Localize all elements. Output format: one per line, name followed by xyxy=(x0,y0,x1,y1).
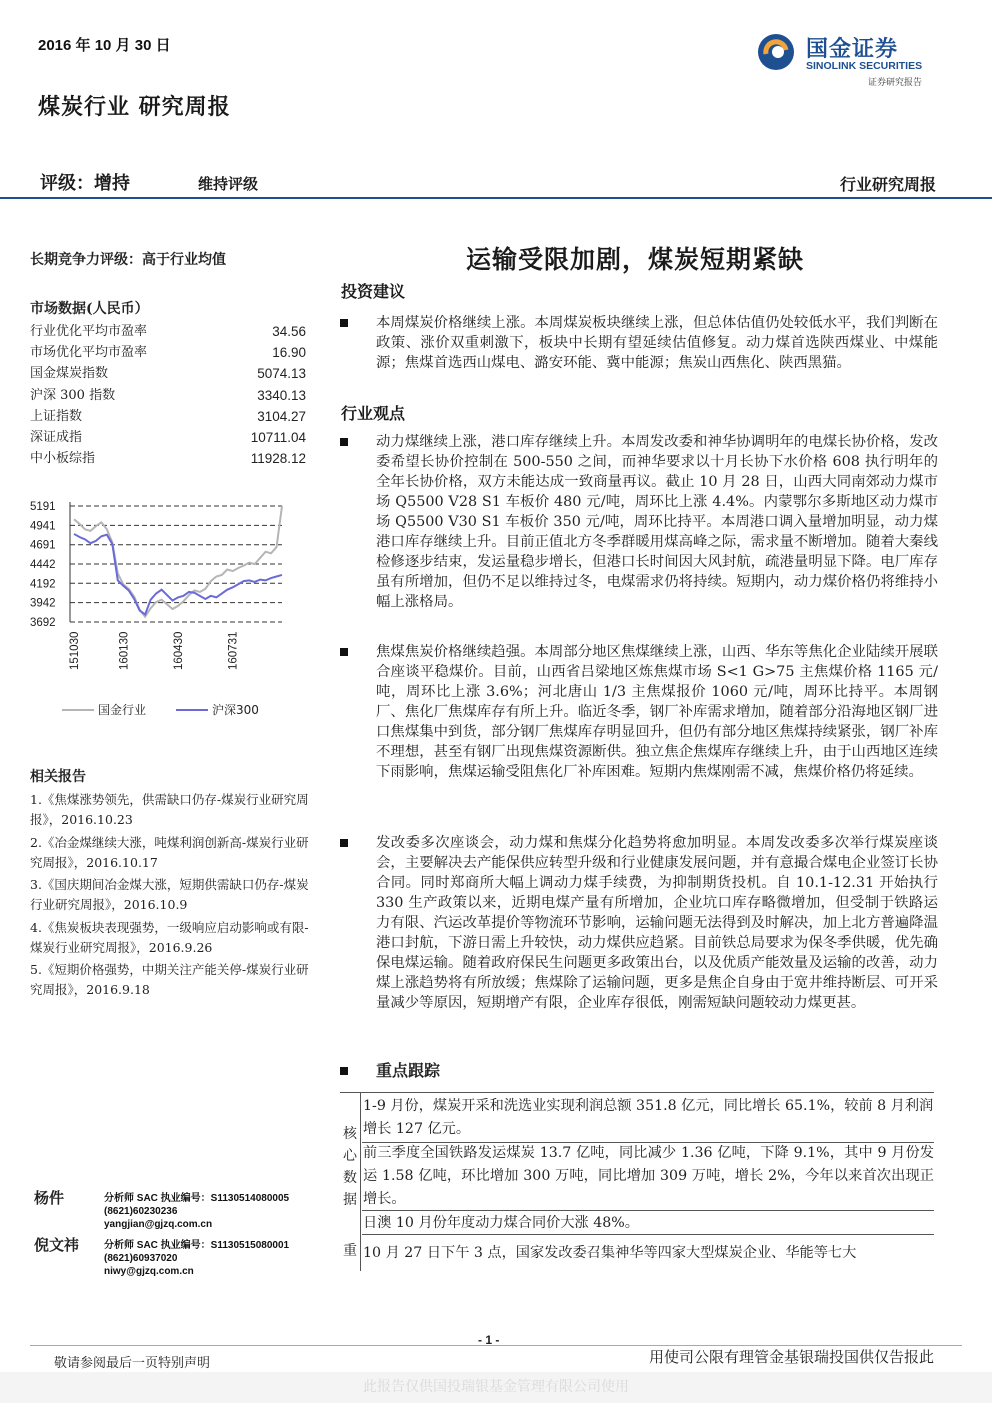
header-divider xyxy=(0,197,992,199)
market-data-row xyxy=(30,363,306,384)
competitiveness-rating: 长期竞争力评级：高于行业均值 xyxy=(30,252,226,268)
market-data-row xyxy=(30,342,306,363)
paragraph-text: 焦煤焦炭价格继续趋强。本周部分地区焦煤继续上涨，山西、华东等焦化企业陆续开展联合座谈平稳煤价。目前，山西省吕梁地区炼焦煤市场 S<1 G>75 主焦煤价格 1165 元/吨，周环比上涨 3.6%；河北唐山 1/3 主焦煤报价 1060 元/吨，周环比持平。本周钢厂、焦化厂焦煤库存有所上升。临近冬季，钢厂补库需求增加，随着部分沿海地区钢厂进口焦煤集中到货，部分钢厂焦煤库存明显回升，但仍有部分地区焦煤持续紧张，钢厂补库不理想，甚至有钢厂出现焦煤资源断供。独立焦企焦煤库存继续上升，由于山西地区连续下雨影响，焦煤运输受阻焦化厂补库困难。短期内焦煤刚需不减，焦煤价格仍将延续。 xyxy=(376,644,938,781)
related-report-item[interactable]: 5.《短期价格强势，中期关注产能关停-煤炭行业研究周报》，2016.9.18 xyxy=(30,962,309,997)
analyst-email[interactable]: niwy@gjzq.com.cn xyxy=(104,1266,194,1277)
x-tick-label: 151030 xyxy=(69,631,81,670)
y-tick-label: 4442 xyxy=(30,558,56,571)
index-chart xyxy=(26,492,326,732)
section-title-industry-view: 行业观点 xyxy=(341,404,406,423)
related-report-item[interactable]: 1.《焦煤涨势领先，供需缺口仍存-煤炭行业研究周报》，2016.10.23 xyxy=(30,792,309,827)
investment-paragraph xyxy=(340,313,938,373)
legend-label: 沪深300 xyxy=(212,703,259,717)
analyst-name: 杨件 xyxy=(34,1189,65,1207)
related-report-item[interactable]: 4.《焦炭板块表现强势，一级响应启动影响或有限-煤炭行业研究周报》，2016.9.26 xyxy=(30,919,309,955)
bullet-icon xyxy=(340,839,348,847)
logo-text-en: SINOLINK SECURITIES xyxy=(806,60,923,72)
analyst-cert: 分析师 SAC 执业编号：S1130515080001 xyxy=(104,1240,290,1251)
analyst-info xyxy=(104,1239,289,1278)
market-data-value: 3104.27 xyxy=(257,408,306,424)
paragraph-text: 本周煤炭价格继续上涨。本周煤炭板块继续上涨，但总体估值仍处较低水平，我们判断在政策、涨价双重刺激下，板块中长期有望延续估值修复。动力煤首选陕西煤业、中煤能源；焦煤首选西山煤电、潞安环能、冀中能源；焦炭山西焦化、陕西黑猫。 xyxy=(376,315,938,372)
market-data-value: 3340.13 xyxy=(257,387,306,403)
track-side-label: 核心数据 xyxy=(340,1093,361,1234)
market-data-row xyxy=(30,321,306,342)
y-tick-label: 4941 xyxy=(30,520,56,533)
analyst-cert: 分析师 SAC 执业编号：S1130514080005 xyxy=(104,1193,290,1204)
section-title-key-tracking: 重点跟踪 xyxy=(376,1061,441,1080)
y-tick-label: 3942 xyxy=(30,597,56,610)
related-report-item[interactable]: 3.《国庆期间冶金煤大涨，短期供需缺口仍存-煤炭行业研究周报》，2016.10.9 xyxy=(30,877,309,912)
x-tick-label: 160731 xyxy=(227,631,240,670)
industry-view-1 xyxy=(340,432,938,612)
track-divider xyxy=(362,1234,934,1235)
track-row: 10 月 27 日下午 3 点，国家发改委召集神华等四家大型煤炭企业、华能等七大 xyxy=(363,1245,857,1261)
market-data-value: 34.56 xyxy=(272,324,306,339)
paragraph-text: 动力煤继续上涨，港口库存继续上升。本周发改委和神华协调明年的电煤长协价格，发改委希望长协价控制在 500-550 之间，而神华要求以十月长协下水价格 608 执行明年的全年长协价格，双方未能达成一致商量再议。截止 10 月 28 日，山西大同南郊动力煤市场 Q5500 V28 S1 车板价 480 元/吨，周环比上涨 4.4%。内蒙鄂尔多斯地区动力煤市场 Q5500 V30 S1 车板价 350 元/吨，周环比持平。本周港口调入量增加明显，动力煤港口库存继续上升。目前正值北方冬季群暖用煤高峰之际，需求量不断增加。随着大秦线检修逐步结束，发运量稳步增长，但港口长时间因大风封航，疏港量明显下降。电厂库存虽有所增加，但仍不足以维持过冬，电煤需求仍将持续。短期内，动力煤价格仍将维持小幅上涨格局。 xyxy=(376,434,938,611)
rating: 评级：增持 xyxy=(40,173,130,194)
market-data-label: 沪深 300 指数 xyxy=(30,387,116,403)
related-report-item[interactable]: 2.《冶金煤继续大涨，吨煤利润创新高-煤炭行业研究周报》，2016.10.17 xyxy=(30,834,309,870)
analyst-email[interactable]: yangjian@gjzq.com.cn xyxy=(104,1219,213,1230)
analyst-info xyxy=(104,1192,289,1231)
market-data-row xyxy=(30,406,306,427)
y-tick-label: 3692 xyxy=(30,617,56,629)
bullet-icon xyxy=(340,1067,348,1075)
related-reports-list xyxy=(30,790,320,1003)
chart-svg xyxy=(26,492,326,732)
track-divider xyxy=(362,1210,934,1211)
market-data-row xyxy=(30,427,306,448)
logo-text-cn: 国金证券 xyxy=(806,37,899,62)
market-data-label: 深证成指 xyxy=(30,429,83,445)
track-row: 前三季度全国铁路发运煤炭 13.7 亿吨，同比减少 1.36 亿吨，下降 9.1%，其中 9 月份发运 1.58 亿吨，环比增加 300 万吨，同比增加 309 万吨，增长 2%，今年以来首次出现正增长。 xyxy=(363,1145,934,1207)
footer-disclaimer: 敬请参阅最后一页特别声明 xyxy=(54,1356,211,1371)
market-data-value: 16.90 xyxy=(272,345,306,361)
bullet-icon xyxy=(340,319,348,327)
company-logo xyxy=(756,30,952,90)
related-reports-title: 相关报告 xyxy=(30,769,86,785)
market-data-label: 国金煤炭指数 xyxy=(30,366,109,382)
rating-action: 维持评级 xyxy=(198,175,259,193)
track-row: 1-9 月份，煤炭开采和洗选业实现利润总额 351.8 亿元，同比增长 65.1%，较前 8 月利润增长 127 亿元。 xyxy=(363,1098,934,1137)
market-data-row xyxy=(30,448,306,469)
x-tick-label: 160430 xyxy=(173,631,185,670)
market-data-table xyxy=(30,321,306,469)
market-data-label: 行业优化平均市盈率 xyxy=(30,324,148,339)
bullet-icon xyxy=(340,438,348,446)
key-tracking-heading xyxy=(340,1061,938,1081)
market-data-title: 市场数据(人民币） xyxy=(30,301,149,317)
main-title: 运输受限加剧，煤炭短期紧缺 xyxy=(465,245,804,274)
logo-subtitle: 证券研究报告 xyxy=(868,78,923,88)
page-number: - 1 - xyxy=(478,1333,500,1347)
legend-label: 国金行业 xyxy=(98,703,147,717)
market-data-value: 10711.04 xyxy=(250,429,306,445)
paragraph-text: 发改委多次座谈会，动力煤和焦煤分化趋势将愈加明显。本周发改委多次举行煤炭座谈会，主要解决去产能保供应转型升级和行业健康发展问题，并有意撮合煤电企业签订长协合同。同时郑商所大幅上调动力煤手续费，为抑制期货投机。自 10.1-12.31 开始执行 330 生产政策以来，近期电煤产量有所增加，企业坑口库存略微增加，但受制于铁路运力有限、汽运改革提价等物流环节影响，运输问题无法得到及时解决，加上北方普遍降温港口封航，下游日需上升较快，动力煤供应趋紧。目前铁总局要求为保冬季供暖，优先确保电煤运输。随着政府保民生问题更多政策出台，以及优质产能效量及运输的改善，动力煤上涨趋势将有所放缓；焦煤除了运输问题，更多是焦企自身由于宽井维持断层、可开采量减少等原因，短期增产有限，企业库存很低，刚需短缺问题较动力煤更甚。 xyxy=(376,835,938,1012)
market-data-row xyxy=(30,385,306,406)
series-line xyxy=(74,506,282,617)
logo-mark-icon xyxy=(756,32,796,72)
report-name: 煤炭行业 研究周报 xyxy=(38,94,231,120)
analyst-name: 倪文祎 xyxy=(34,1236,80,1254)
footer-notice: 用使司公限有理管金基银瑞投国供仅告报此 xyxy=(648,1348,934,1366)
report-type: 行业研究周报 xyxy=(839,175,936,194)
market-data-label: 上证指数 xyxy=(30,408,83,424)
bullet-icon xyxy=(340,648,348,656)
analyst-phone: (8621)60230236 xyxy=(104,1206,178,1217)
key-tracking-table xyxy=(340,1092,934,1270)
industry-view-2 xyxy=(340,642,938,782)
market-data-value: 11928.12 xyxy=(250,451,306,467)
market-data-label: 中小板综指 xyxy=(30,451,96,467)
y-tick-label: 5191 xyxy=(30,501,56,513)
section-title-investment: 投资建议 xyxy=(341,282,406,301)
y-tick-label: 4192 xyxy=(30,578,56,591)
track-row: 日澳 10 月份年度动力煤合同价大涨 48%。 xyxy=(363,1215,639,1231)
market-data-label: 市场优化平均市盈率 xyxy=(30,345,148,361)
report-date: 2016 年 10 月 30 日 xyxy=(38,37,171,54)
y-tick-label: 4691 xyxy=(30,539,56,552)
market-data-value: 5074.13 xyxy=(257,366,306,382)
x-tick-label: 160130 xyxy=(118,631,131,670)
industry-view-3 xyxy=(340,833,938,1013)
analyst-phone: (8621)60937020 xyxy=(104,1253,178,1264)
track-side-label-2: 重 xyxy=(340,1234,361,1271)
watermark: 此报告仅供国投瑞银基金管理有限公司使用 xyxy=(0,1372,992,1403)
